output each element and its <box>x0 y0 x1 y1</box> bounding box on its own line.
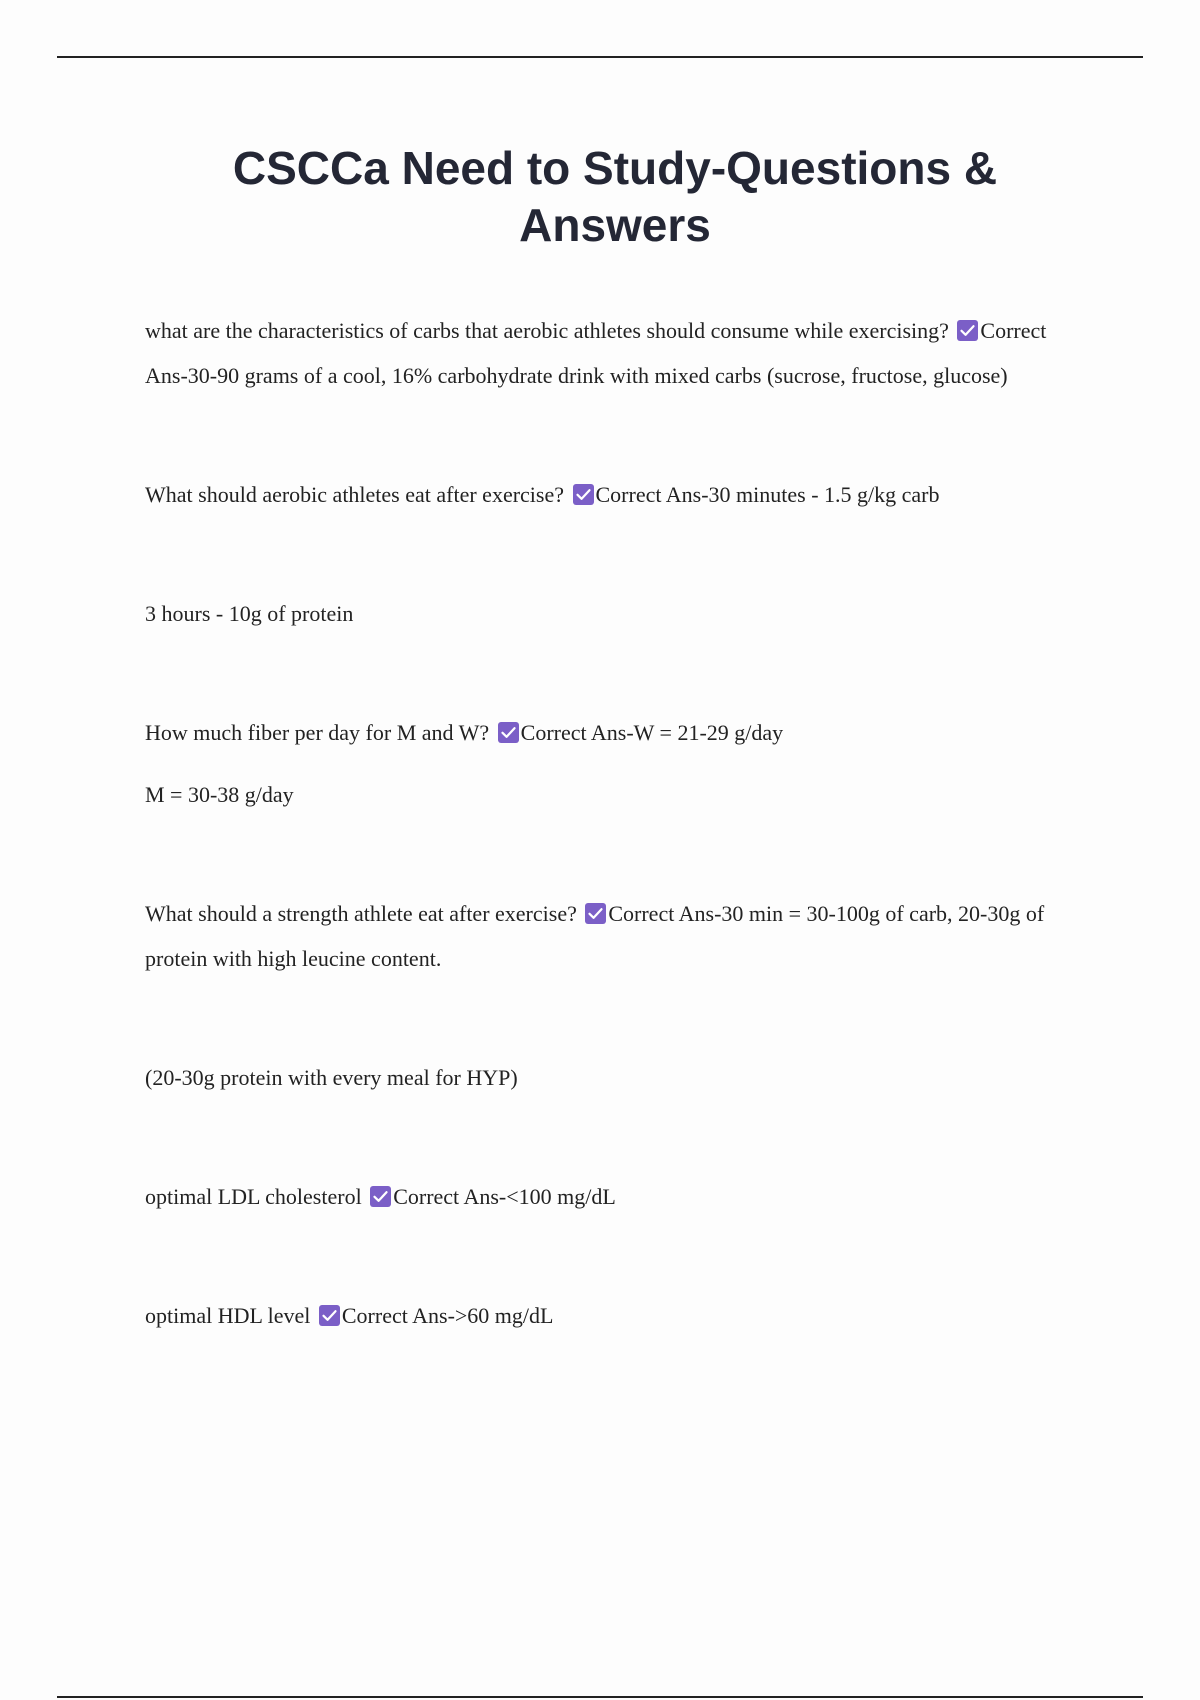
question-text: What should a strength athlete eat after exercise? <box>145 901 577 926</box>
check-box-icon <box>498 722 519 743</box>
question-text: what are the characteristics of carbs that aerobic athletes should consume while exercising? <box>145 318 949 343</box>
answer-text: Correct Ans-W = 21-29 g/day <box>520 720 784 745</box>
qa-item <box>145 1293 1090 1338</box>
qa-item <box>145 308 1090 398</box>
answer-text: Correct Ans-30 minutes - 1.5 g/kg carb <box>595 482 940 507</box>
check-box-icon <box>573 484 594 505</box>
question-text: optimal HDL level <box>145 1303 311 1328</box>
answer-text: Correct Ans-30 min = 30-100g of carb, 20-30g of protein with high leucine content. <box>145 901 1045 971</box>
qa-content <box>145 308 1090 1338</box>
qa-item <box>145 472 1090 517</box>
qa-item <box>145 891 1090 981</box>
check-box-icon <box>957 320 978 341</box>
qa-item <box>145 1174 1090 1219</box>
question-text: What should aerobic athletes eat after exercise? <box>145 482 564 507</box>
header-rule <box>57 56 1143 58</box>
check-box-icon <box>585 903 606 924</box>
footer-rule <box>57 1696 1143 1698</box>
answer-text: Correct Ans-30-90 grams of a cool, 16% carbohydrate drink with mixed carbs (sucrose, fructose, glucose) <box>145 318 1047 388</box>
answer-continuation: 3 hours - 10g of protein <box>145 601 354 626</box>
page-title: CSCCa Need to Study-Questions & Answers <box>232 142 998 251</box>
qa-item <box>145 710 1090 755</box>
question-text: How much fiber per day for M and W? <box>145 720 490 745</box>
check-box-icon <box>319 1305 340 1326</box>
question-text: optimal LDL cholesterol <box>145 1184 362 1209</box>
check-box-icon <box>370 1186 391 1207</box>
answer-text: Correct Ans-<100 mg/dL <box>393 1184 616 1209</box>
answer-continuation: (20-30g protein with every meal for HYP) <box>145 1065 518 1090</box>
answer-text: Correct Ans->60 mg/dL <box>341 1303 554 1328</box>
answer-continuation: M = 30-38 g/day <box>145 782 294 807</box>
